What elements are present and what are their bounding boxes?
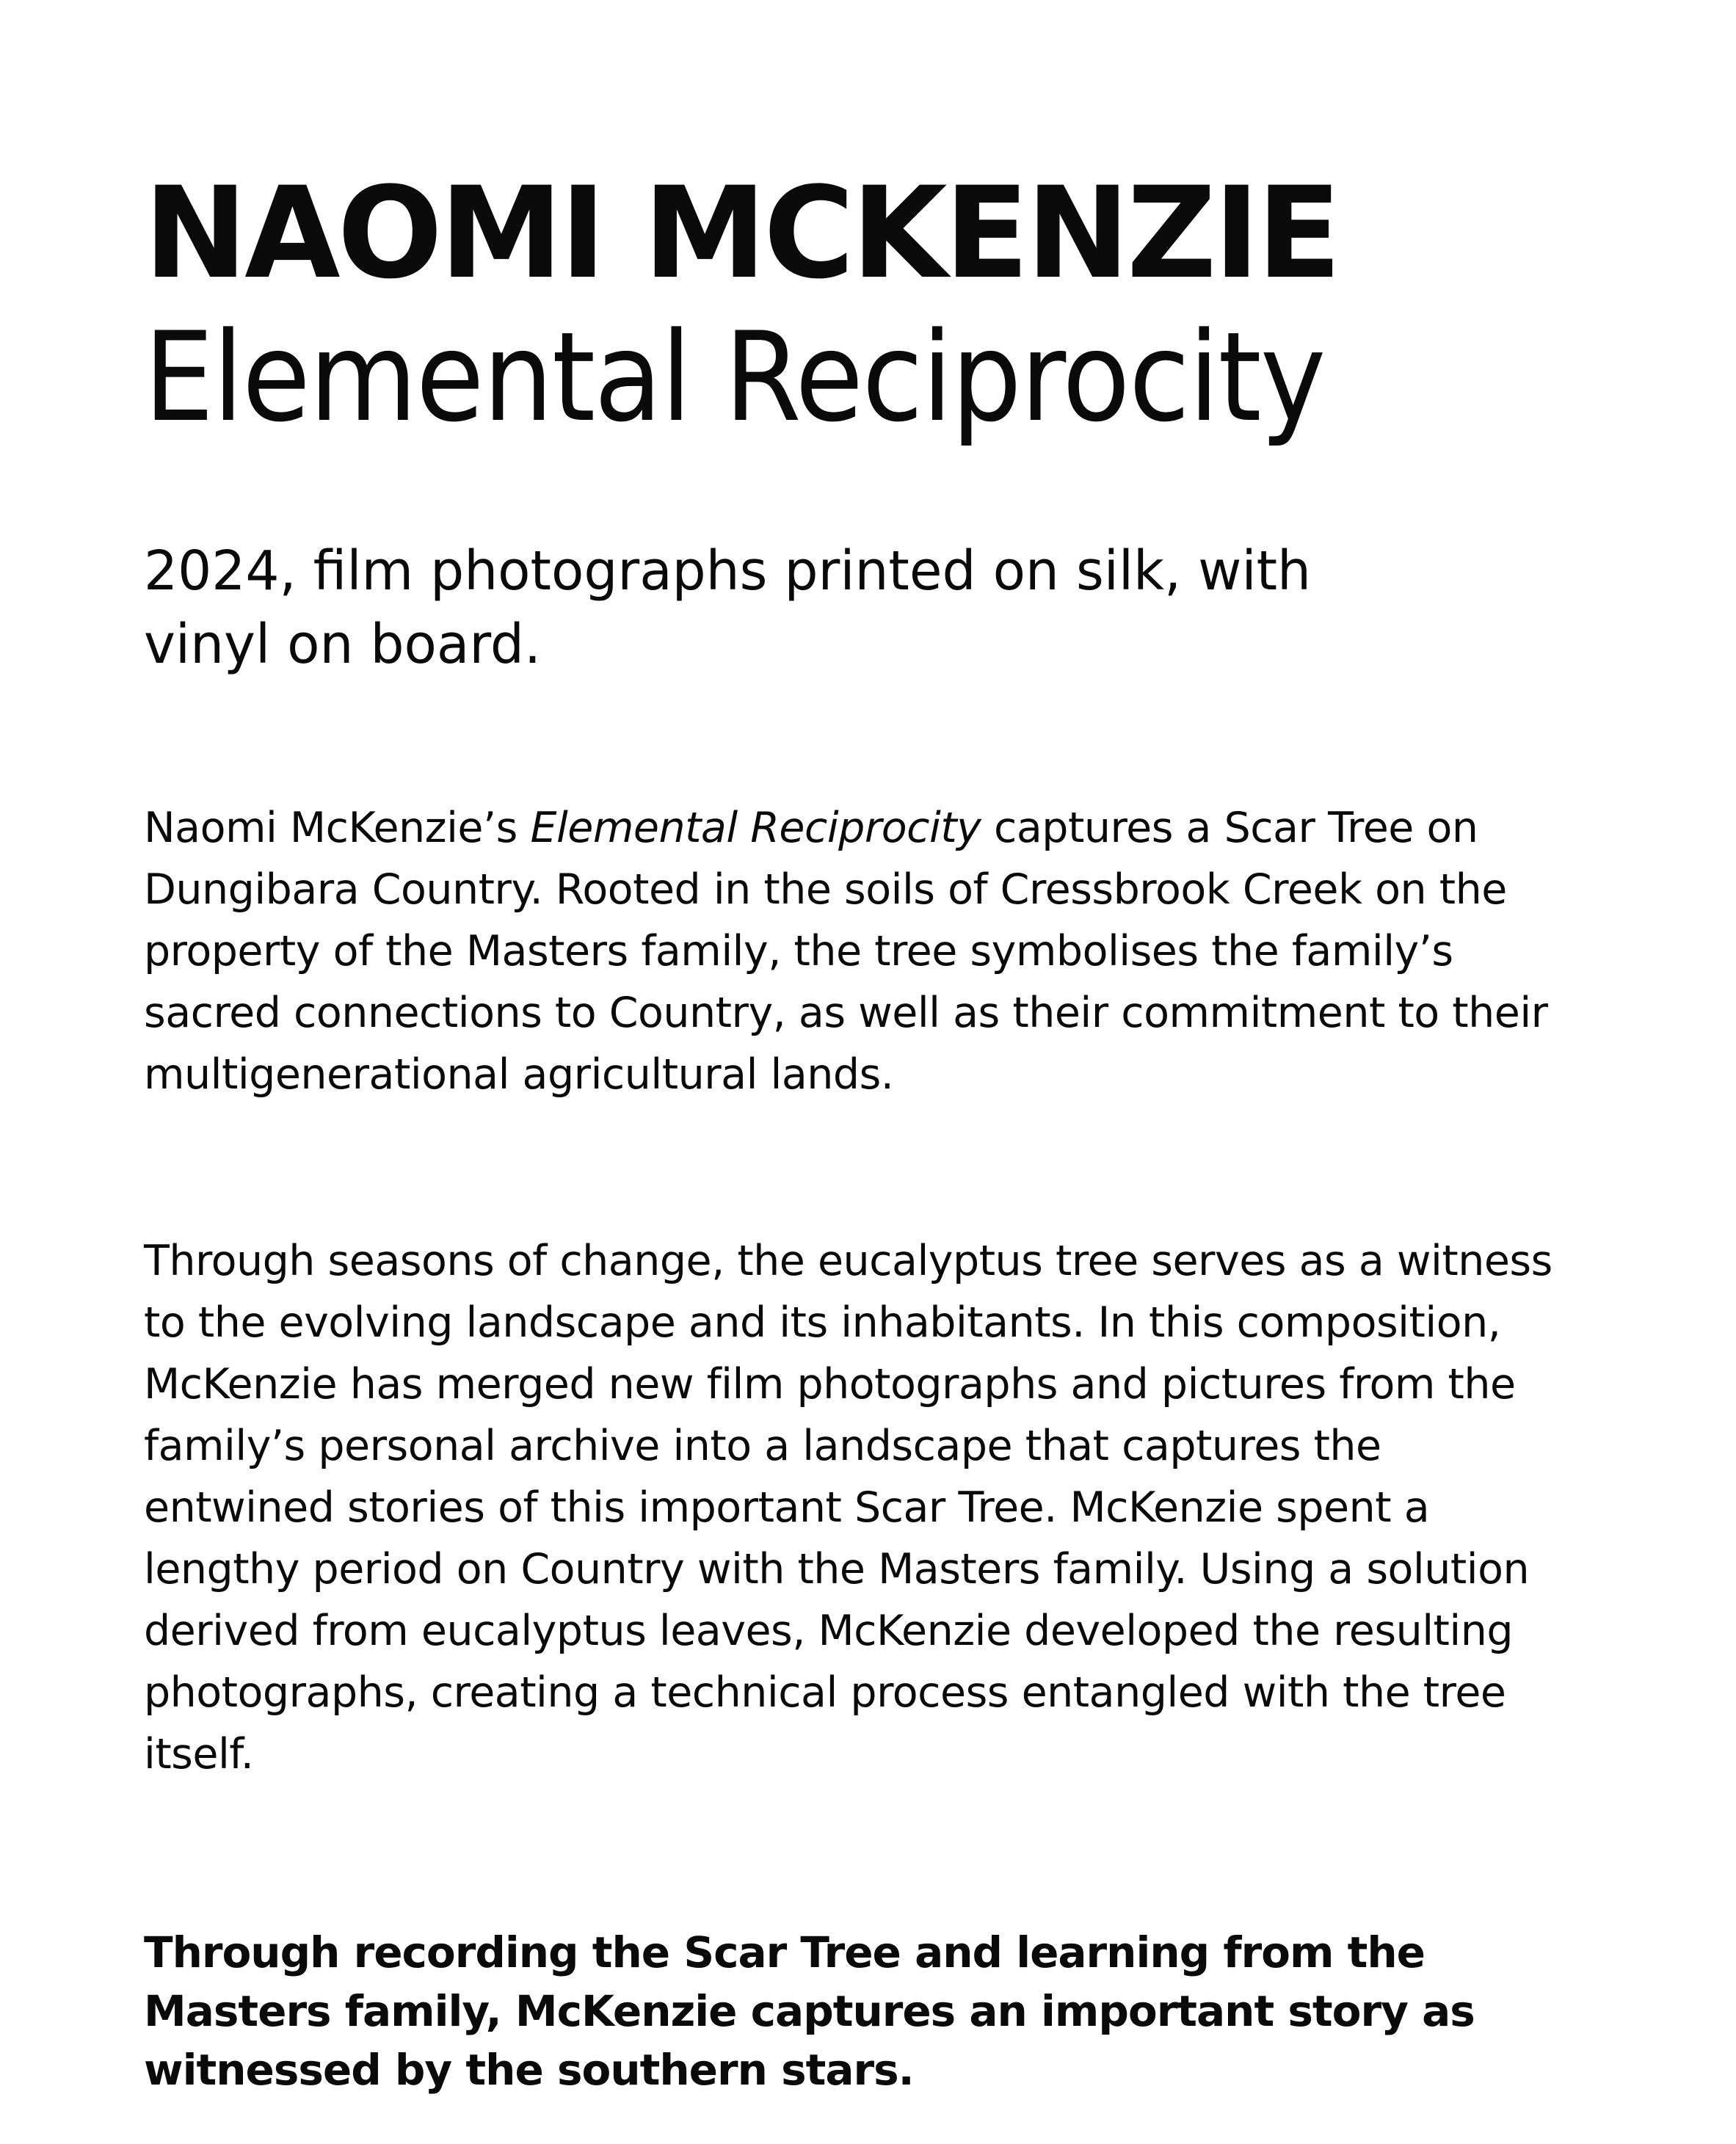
- paragraph-1-intro: Naomi McKenzie’s: [144, 804, 531, 852]
- paragraph-1-rest: captures a Scar Tree on Dungibara Country. Rooted in the soils of Cressbrook Creek on the property of the Masters family, the tree symbolises the family’s sacred connections to Country, as well as their commitment to their multigenerational agricultural lands.: [144, 804, 1548, 1099]
- description-paragraph-2: Through seasons of change, the eucalyptus tree serves as a witness to the evolving landscape and its inhabitants. In this composition, McKenzie has merged new film photographs and pictures from the family’s personal archive into a landscape that captures the entwined stories of this important Scar Tree. McKenzie spent a lengthy period on Country with the Masters family. Using a solution derived from eucalyptus leaves, McKenzie developed the resulting photographs, creating a technical process entangled with the tree itself.: [144, 1237, 1552, 1778]
- description-closing-statement: Through recording the Scar Tree and learning from the Masters family, McKenzie captures an important story as witnessed by the southern stars.: [144, 1927, 1475, 2095]
- artwork-medium: 2024, film photographs printed on silk, with vinyl on board.: [144, 539, 1311, 676]
- artwork-title: Elemental Reciprocity: [144, 305, 1325, 449]
- artist-name: NAOMI MCKENZIE: [144, 159, 1339, 307]
- paragraph-1-italic-title: Elemental Reciprocity: [530, 804, 981, 852]
- description-paragraph-1: [144, 797, 1553, 1105]
